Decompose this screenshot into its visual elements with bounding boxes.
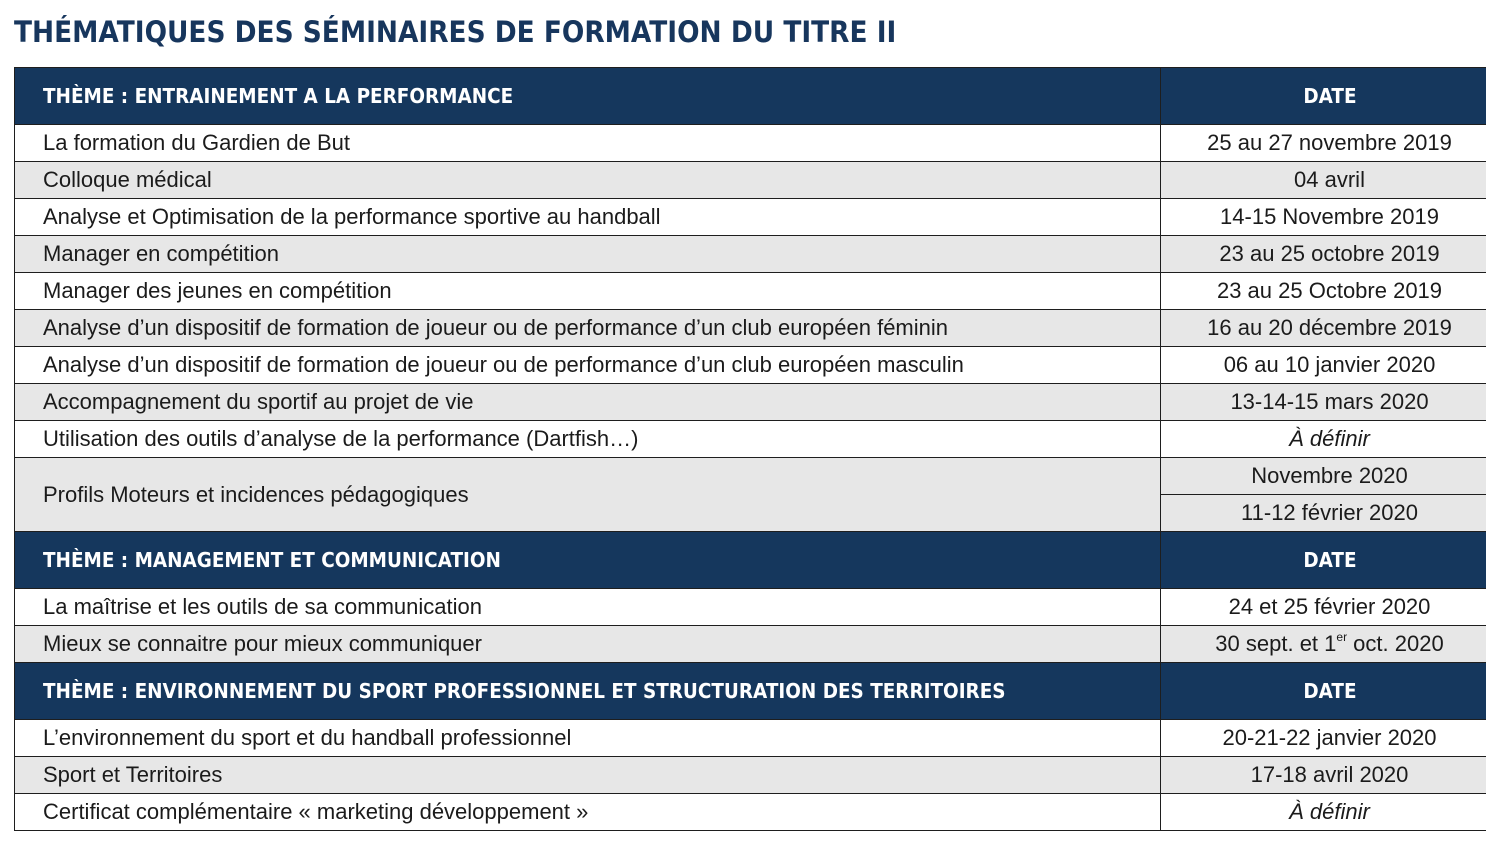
theme-cell: Certificat complémentaire « marketing développement » — [15, 794, 1161, 831]
table-row — [15, 199, 1486, 236]
date-cell: 06 au 10 janvier 2020 — [1161, 347, 1486, 384]
date-cell: 20-21-22 janvier 2020 — [1161, 720, 1486, 757]
table-row — [15, 347, 1486, 384]
table-row — [15, 794, 1486, 831]
date-cell: 11-12 février 2020 — [1161, 495, 1486, 532]
date-cell: 23 au 25 Octobre 2019 — [1161, 273, 1486, 310]
date-cell: 14-15 Novembre 2019 — [1161, 199, 1486, 236]
date-cell: 04 avril — [1161, 162, 1486, 199]
theme-cell: Sport et Territoires — [15, 757, 1161, 794]
table-row — [15, 162, 1486, 199]
date-cell: À définir — [1161, 421, 1486, 458]
date-cell: Novembre 2020 — [1161, 458, 1486, 495]
date-superscript: er — [1336, 630, 1348, 644]
section-header-environment — [15, 663, 1486, 720]
table-row — [15, 421, 1486, 458]
theme-cell: Profils Moteurs et incidences pédagogiques — [15, 458, 1161, 532]
table-row — [15, 384, 1486, 421]
date-cell: 25 au 27 novembre 2019 — [1161, 125, 1486, 162]
table-row — [15, 589, 1486, 626]
table-row — [15, 757, 1486, 794]
theme-cell: Mieux se connaitre pour mieux communiquer — [15, 626, 1161, 663]
theme-cell: Analyse d’un dispositif de formation de joueur ou de performance d’un club européen féminin — [15, 310, 1161, 347]
theme-cell: Colloque médical — [15, 162, 1161, 199]
theme-cell: La formation du Gardien de But — [15, 125, 1161, 162]
date-cell: 17-18 avril 2020 — [1161, 757, 1486, 794]
date-cell — [1161, 626, 1486, 663]
page-title: THÉMATIQUES DES SÉMINAIRES DE FORMATION DU TITRE II — [14, 15, 897, 49]
theme-cell: Analyse et Optimisation de la performance sportive au handball — [15, 199, 1161, 236]
date-column-heading: DATE — [1161, 663, 1486, 720]
table-row — [15, 310, 1486, 347]
date-column-heading: DATE — [1161, 532, 1486, 589]
theme-cell: Manager des jeunes en compétition — [15, 273, 1161, 310]
theme-cell: L’environnement du sport et du handball professionnel — [15, 720, 1161, 757]
theme-cell: Accompagnement du sportif au projet de vie — [15, 384, 1161, 421]
theme-cell: La maîtrise et les outils de sa communication — [15, 589, 1161, 626]
section-heading: THÈME : ENVIRONNEMENT DU SPORT PROFESSIONNEL ET STRUCTURATION DES TERRITOIRES — [15, 663, 1161, 720]
date-text: 30 sept. et 1 — [1215, 631, 1337, 656]
section-header-performance — [15, 68, 1486, 125]
table-row — [15, 458, 1486, 495]
table-row — [15, 720, 1486, 757]
theme-cell: Utilisation des outils d’analyse de la performance (Dartfish…) — [15, 421, 1161, 458]
table-row — [15, 626, 1486, 663]
table-row — [15, 125, 1486, 162]
date-cell: 13-14-15 mars 2020 — [1161, 384, 1486, 421]
date-cell: 24 et 25 février 2020 — [1161, 589, 1486, 626]
section-heading: THÈME : MANAGEMENT ET COMMUNICATION — [15, 532, 1161, 589]
theme-cell: Analyse d’un dispositif de formation de joueur ou de performance d’un club européen masculin — [15, 347, 1161, 384]
section-heading: THÈME : ENTRAINEMENT A LA PERFORMANCE — [15, 68, 1161, 125]
table-row — [15, 273, 1486, 310]
date-cell: 23 au 25 octobre 2019 — [1161, 236, 1486, 273]
date-column-heading: DATE — [1161, 68, 1486, 125]
date-text: oct. 2020 — [1347, 631, 1444, 656]
section-header-management — [15, 532, 1486, 589]
table-row — [15, 236, 1486, 273]
theme-cell: Manager en compétition — [15, 236, 1161, 273]
seminar-table — [14, 67, 1486, 831]
date-cell: À définir — [1161, 794, 1486, 831]
date-cell: 16 au 20 décembre 2019 — [1161, 310, 1486, 347]
